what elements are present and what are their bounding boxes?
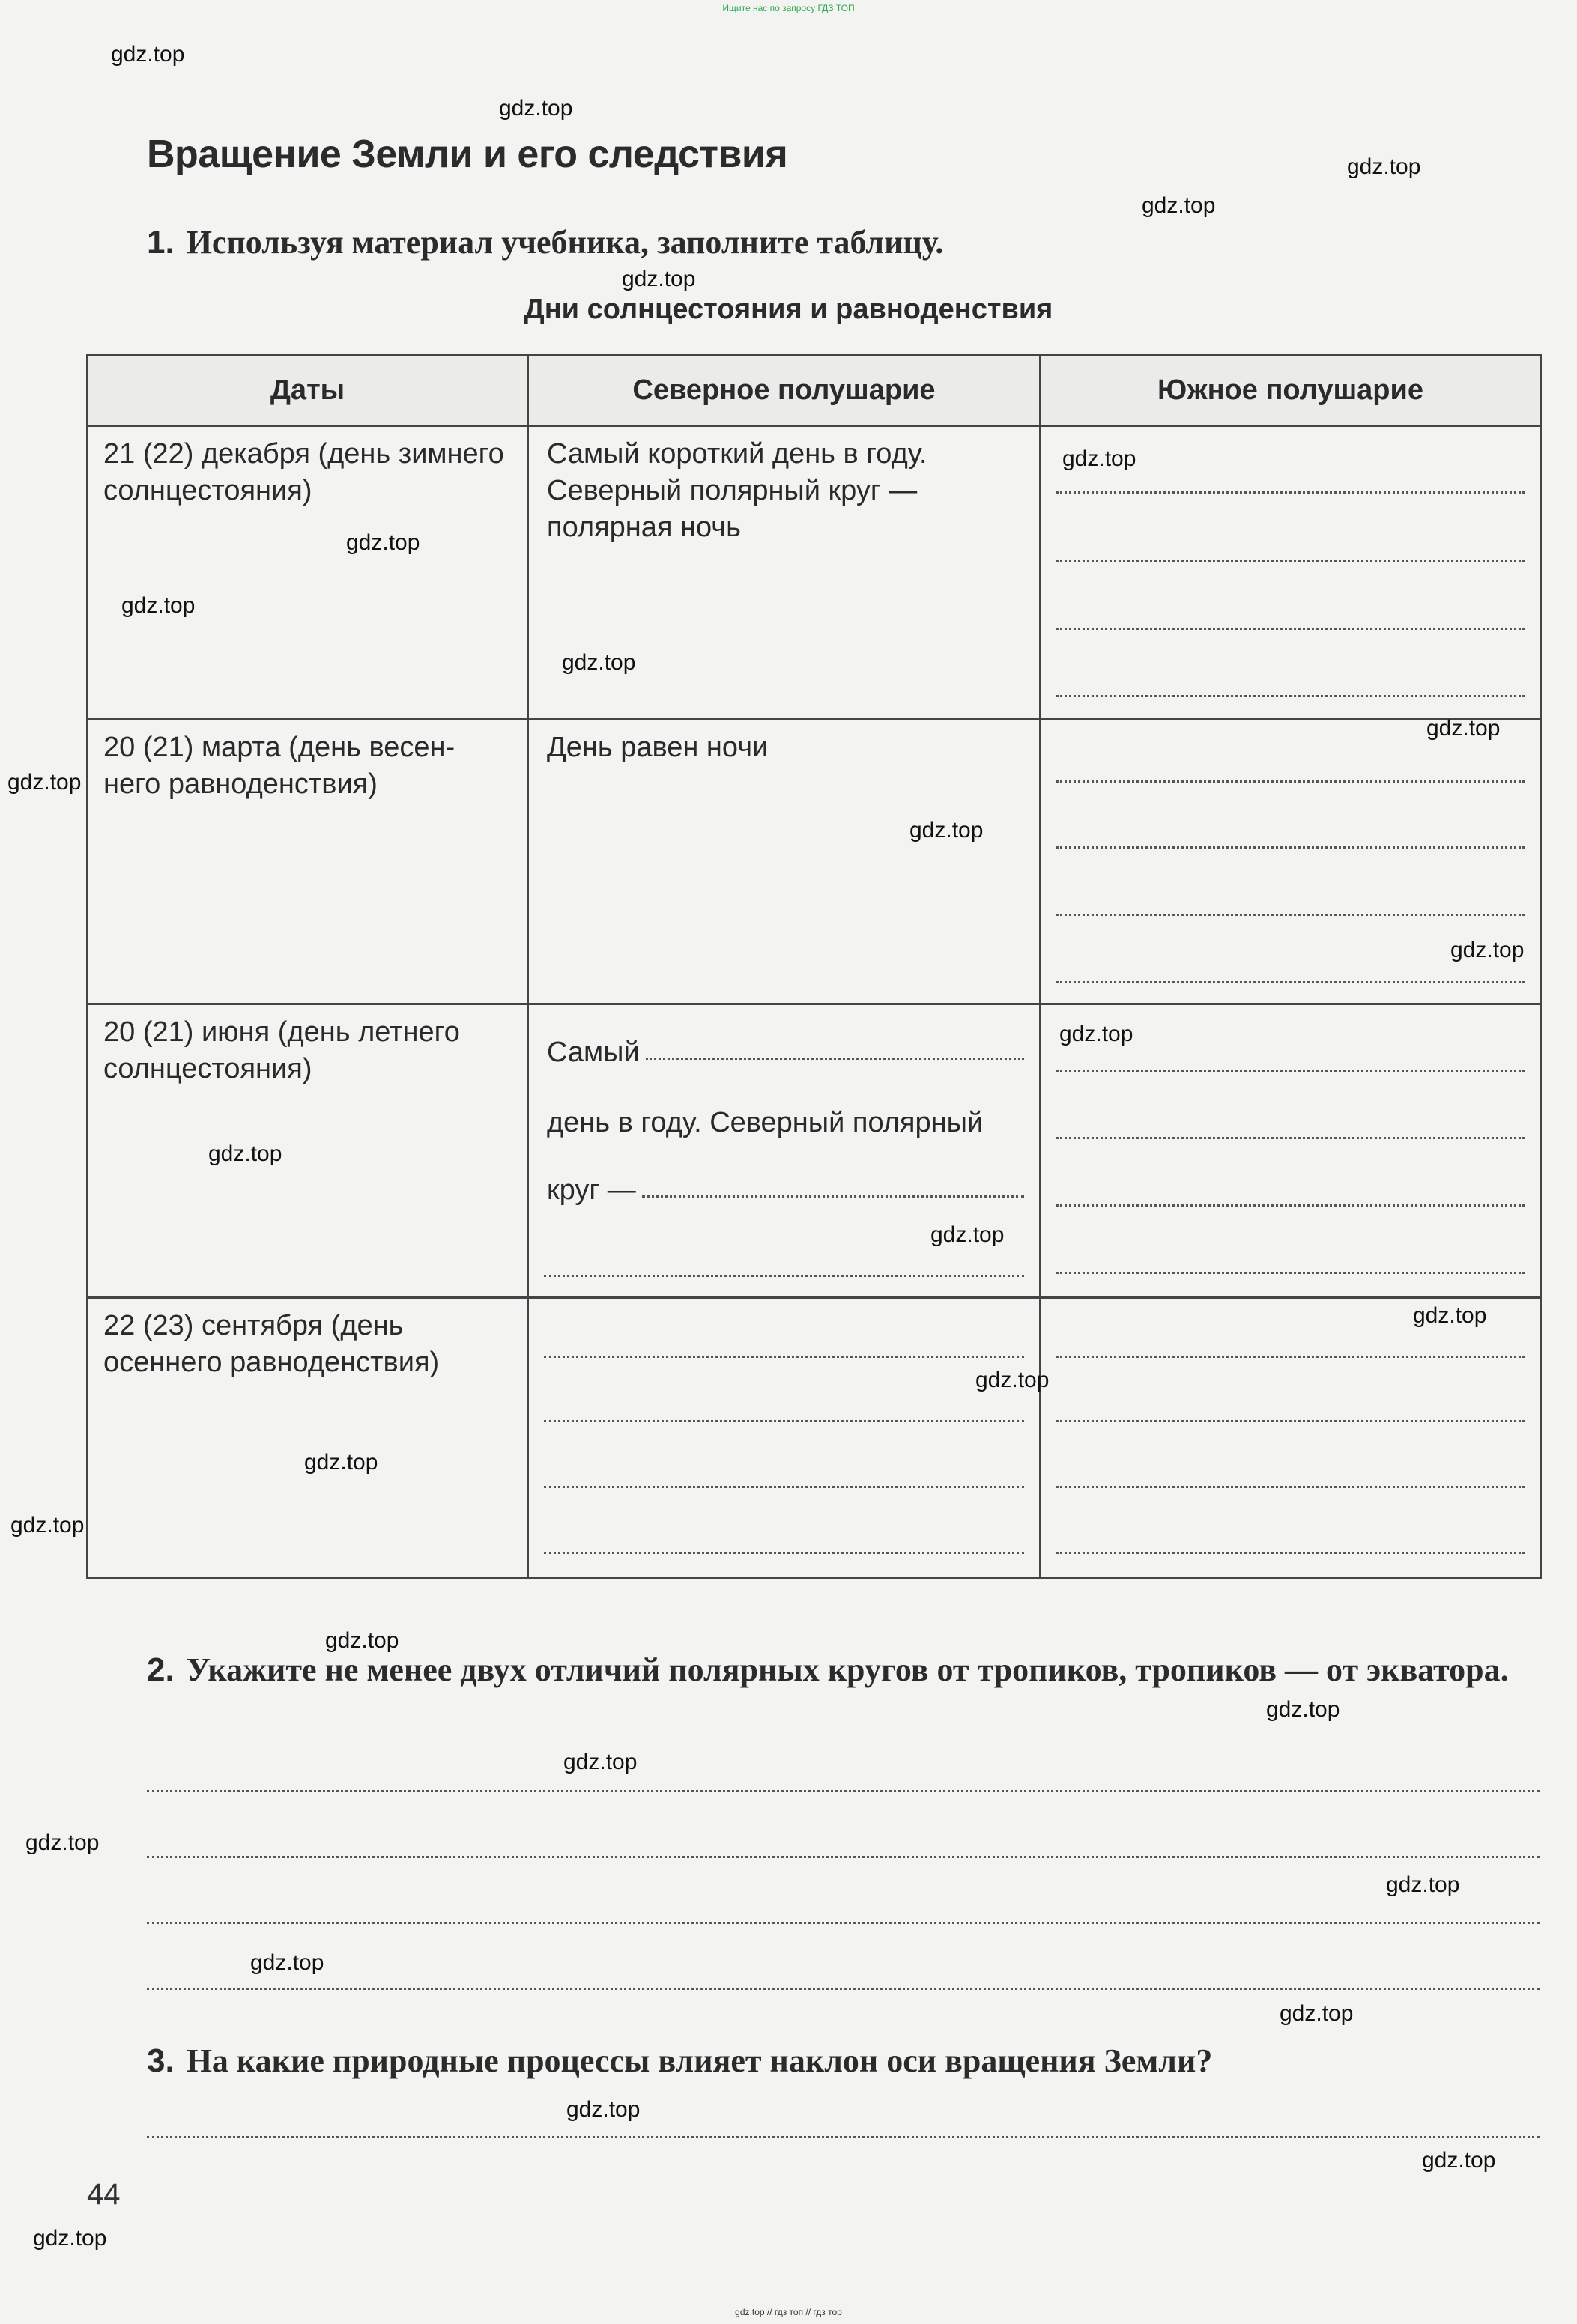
watermark: gdz.top [1386,1872,1460,1897]
watermark: gdz.top [975,1368,1050,1392]
table-header-row [88,355,1541,426]
task-1-text: Используя материал учебника, заполните таблицу. [186,224,944,261]
answer-line[interactable] [147,1988,1540,1990]
task-3 [147,2039,1212,2084]
fill-in-blank[interactable] [642,1195,1024,1198]
north-cell[interactable] [528,1298,1041,1578]
date-cell [88,1004,528,1298]
watermark: gdz.top [499,96,573,121]
north-cell [528,720,1041,1004]
north-text: Самый короткий день в году. Северный полярный круг — полярная ночь [547,438,927,543]
task-1-number: 1. [147,224,175,261]
date-cell [88,720,528,1004]
page-number: 44 [87,2178,121,2211]
top-note: Ищите нас по запросу ГДЗ ТОП [722,3,855,13]
bottom-note: gdz top // гдз топ // гдз тор [735,2307,842,2317]
north-text-part1: Самый [547,1037,640,1068]
solstice-table [86,354,1542,1579]
table-caption: Дни солнцестояния и равноденствия [524,294,1053,325]
answer-line[interactable] [147,1856,1540,1858]
table-row [88,720,1541,1004]
table-row [88,1004,1541,1298]
table-row [88,1298,1541,1578]
watermark: gdz.top [208,1141,282,1166]
watermark: gdz.top [1266,1697,1340,1722]
answer-line[interactable] [147,2136,1540,2138]
date-text: 22 (23) сентября (день осеннего равноденствия) [103,1310,440,1378]
watermark: gdz.top [7,770,82,795]
watermark: gdz.top [33,2226,107,2251]
answer-line[interactable] [147,1790,1540,1792]
watermark: gdz.top [1426,716,1501,741]
watermark: gdz.top [1422,2148,1496,2173]
north-text-part2: день в году. Северный полярный [547,1107,984,1138]
date-cell [88,1298,528,1578]
watermark: gdz.top [562,650,636,675]
south-cell[interactable] [1041,1004,1541,1298]
watermark: gdz.top [1347,154,1421,179]
watermark: gdz.top [1062,446,1136,471]
north-text: День равен ночи [547,732,769,763]
north-cell[interactable] [528,1004,1041,1298]
fill-in-blank[interactable] [646,1058,1024,1060]
date-cell [88,426,528,720]
watermark: gdz.top [346,530,420,555]
date-text: 21 (22) декабря (день зимнего солнцестояния) [103,438,504,506]
watermark: gdz.top [1142,193,1216,218]
watermark: gdz.top [1059,1022,1133,1046]
header-north: Северное полушарие [528,355,1041,426]
watermark: gdz.top [304,1450,378,1475]
answer-line[interactable] [147,1922,1540,1924]
task-2-text: Укажите не менее двух отличий полярных кругов от тропиков, тропиков — от экватора. [186,1651,1509,1688]
watermark: gdz.top [25,1830,100,1855]
watermark: gdz.top [1450,938,1525,962]
watermark: gdz.top [563,1750,638,1774]
header-south: Южное полушарие [1041,355,1541,426]
date-text: 20 (21) июня (день летнего солнцестояния) [103,1016,460,1084]
watermark: gdz.top [930,1222,1005,1247]
north-text-part3: круг — [547,1174,636,1206]
watermark: gdz.top [1413,1303,1487,1328]
watermark: gdz.top [1280,2001,1354,2026]
watermark: gdz.top [622,267,696,291]
task-1 [147,220,943,265]
page-title: Вращение Земли и его следствия [147,133,788,176]
watermark: gdz.top [566,2097,641,2122]
south-cell[interactable] [1041,1298,1541,1578]
watermark: gdz.top [909,818,984,843]
watermark: gdz.top [10,1513,85,1538]
header-dates: Даты [88,355,528,426]
watermark: gdz.top [250,1950,324,1975]
table-row [88,426,1541,720]
watermark: gdz.top [121,593,196,618]
task-2 [147,1648,1548,1693]
task-3-text: На какие природные процессы влияет наклон оси вращения Земли? [186,2042,1213,2079]
date-text: 20 (21) марта (день весен-него равноденствия) [103,732,455,800]
watermark: gdz.top [111,42,185,67]
task-3-number: 3. [147,2042,175,2079]
task-2-number: 2. [147,1651,175,1688]
watermark: gdz.top [325,1628,399,1653]
